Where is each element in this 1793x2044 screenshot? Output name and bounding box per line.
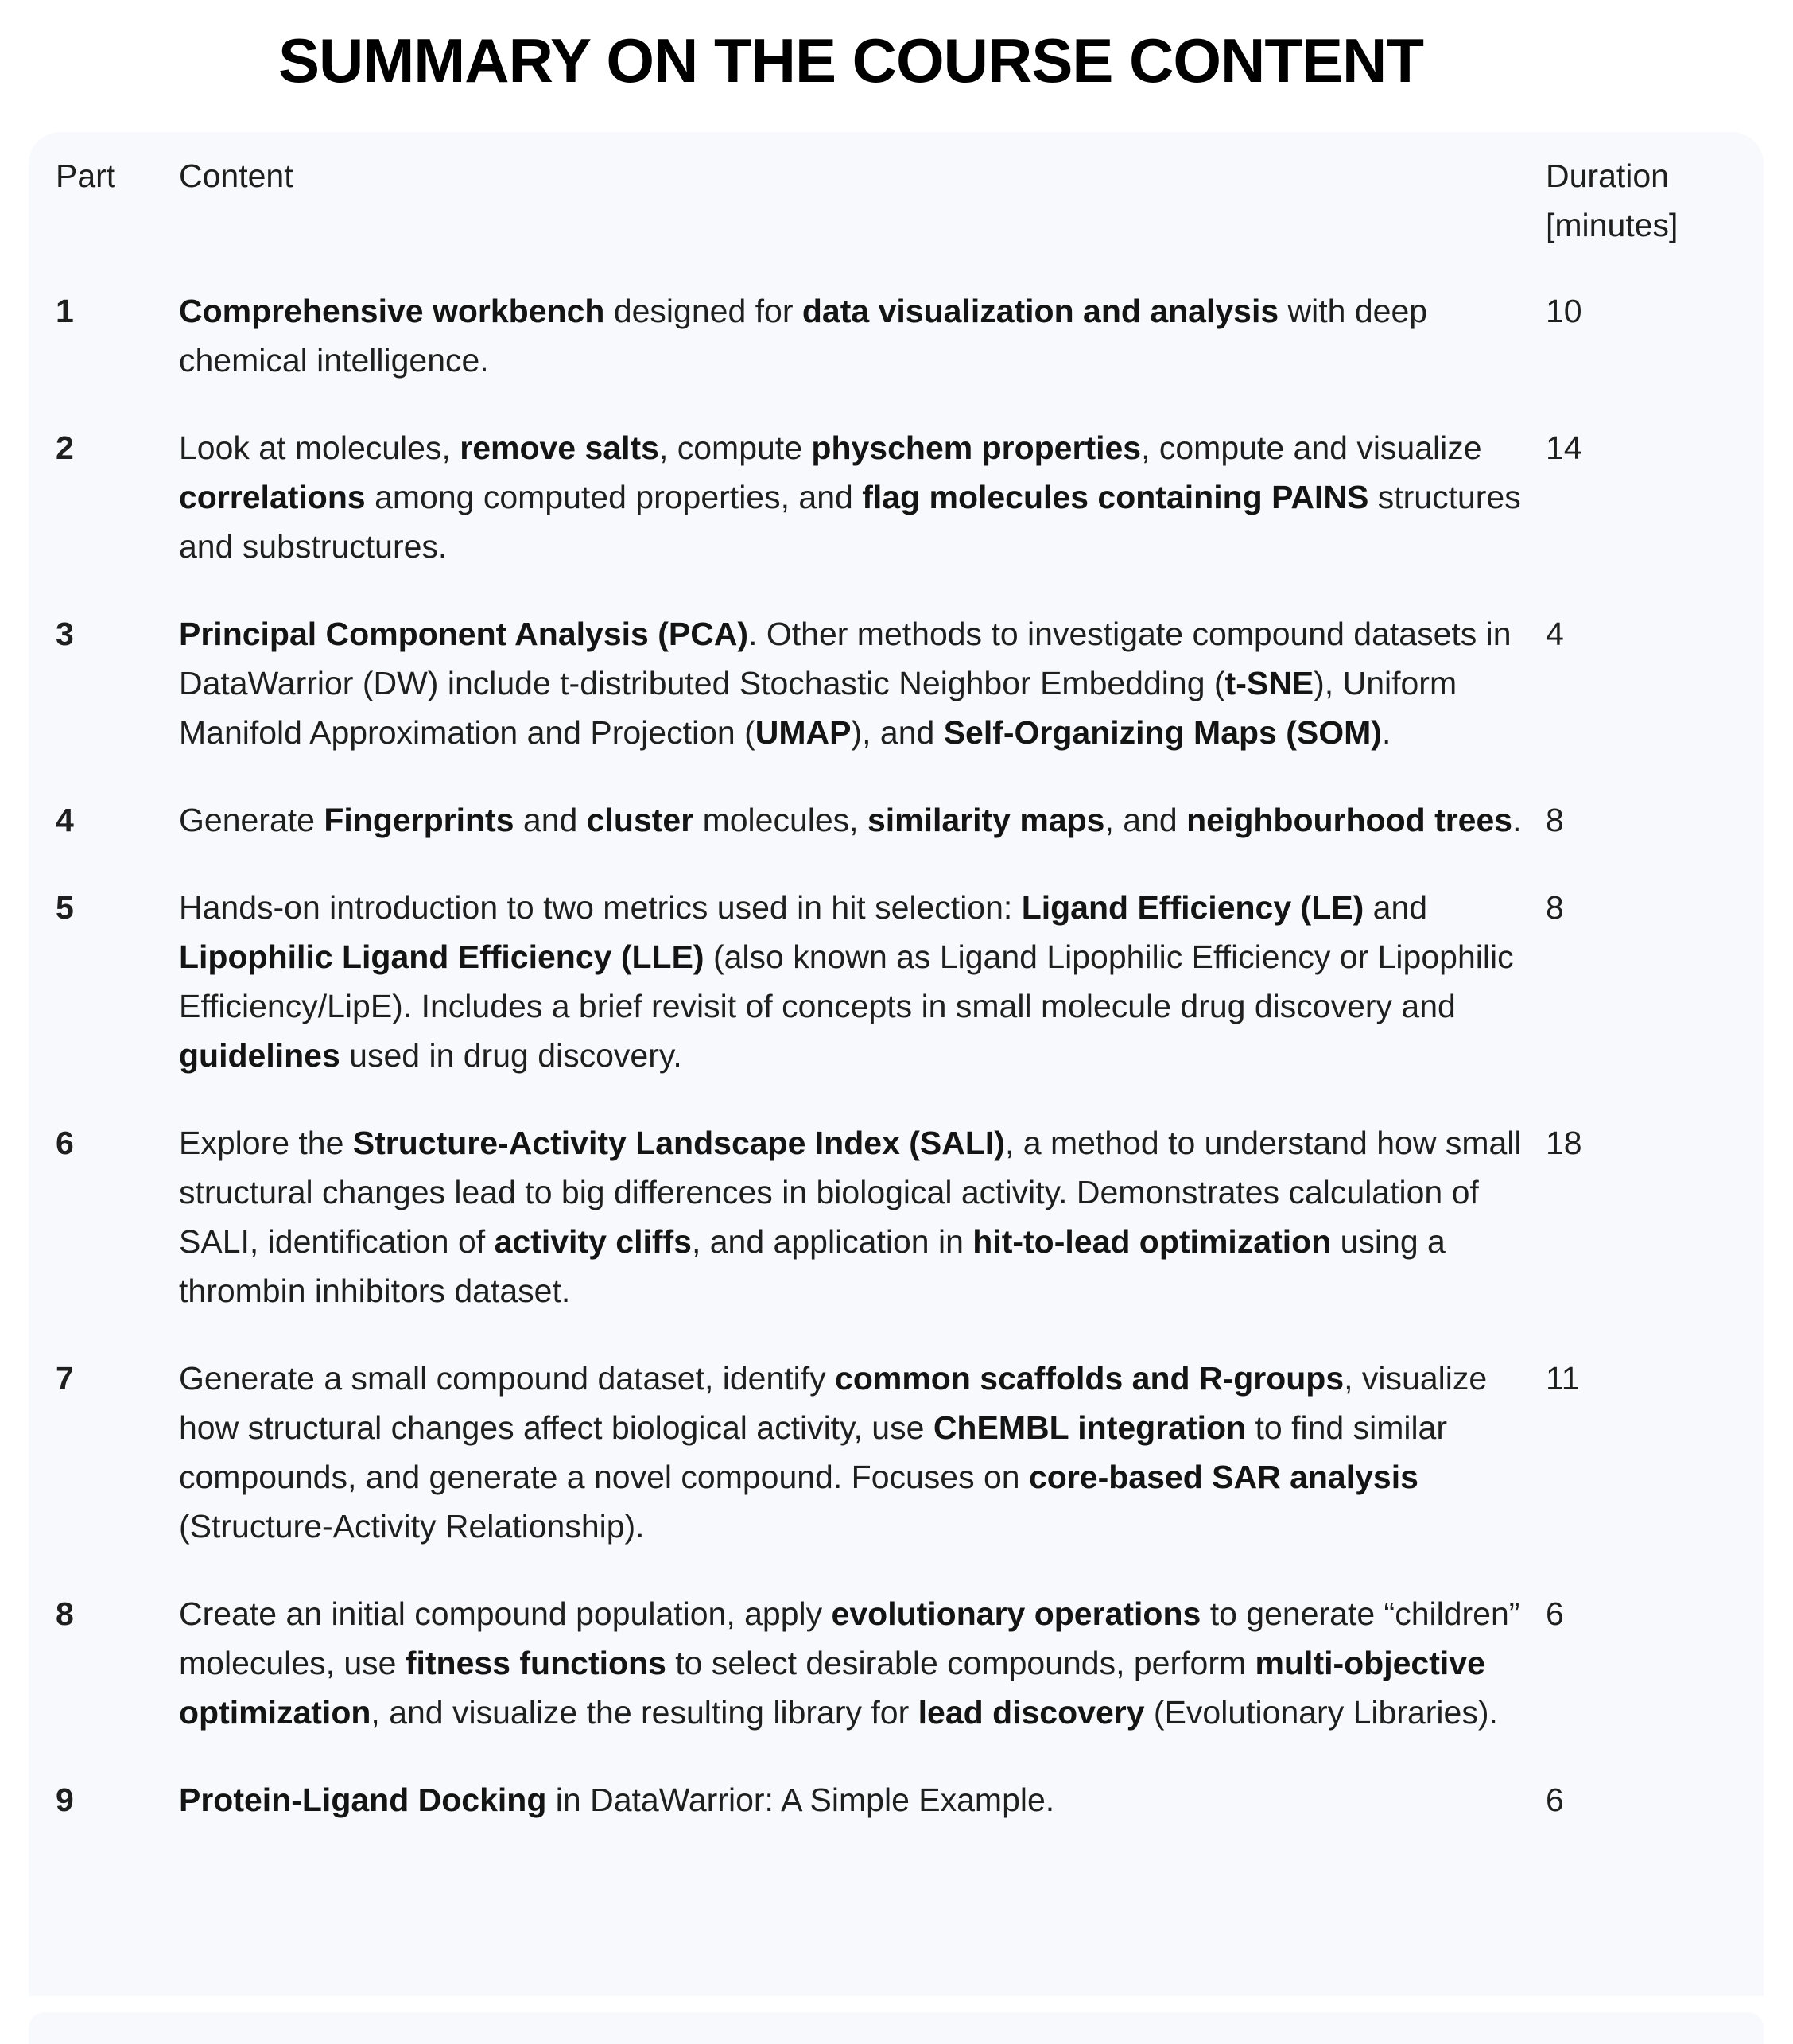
- content-text: (also known as Ligand Lipophilic Efficiency or Lipophilic Efficiency/LipE). Includes a brief revisit of concepts in small molecule drug discovery and: [179, 938, 1514, 1024]
- table-row: [56, 1775, 1741, 1863]
- table-row: [56, 883, 1741, 1118]
- content-keyword: Ligand Efficiency (LE): [1021, 889, 1364, 926]
- content-text: .: [1381, 714, 1391, 751]
- table-row: [56, 423, 1741, 609]
- part-duration: 14: [1546, 429, 1582, 466]
- content-keyword: Fingerprints: [324, 802, 514, 838]
- content-text: using a thrombin inhibitors dataset.: [179, 1223, 1446, 1309]
- part-content: [179, 423, 1546, 609]
- content-keyword: Comprehensive workbench: [179, 293, 605, 329]
- content-keyword: flag molecules containing PAINS: [862, 479, 1369, 515]
- next-card-edge: [29, 2012, 1764, 2044]
- content-keyword: t-SNE: [1224, 665, 1314, 701]
- part-number: 6: [56, 1125, 74, 1161]
- part-number: 7: [56, 1360, 74, 1397]
- content-text: Create an initial compound population, apply: [179, 1595, 832, 1632]
- content-text: structures and substructures.: [179, 479, 1521, 565]
- content-keyword: neighbourhood trees: [1186, 802, 1513, 838]
- content-text: in DataWarrior: A Simple Example.: [546, 1782, 1055, 1818]
- content-text: among computed properties, and: [365, 479, 863, 515]
- part-content: [179, 1354, 1546, 1589]
- content-text: molecules,: [693, 802, 867, 838]
- table-row: [56, 609, 1741, 795]
- column-header-part: Part: [56, 157, 116, 194]
- page-title: SUMMARY ON THE COURSE CONTENT: [277, 25, 1424, 95]
- content-keyword: correlations: [179, 479, 366, 515]
- content-text: , and: [1104, 802, 1187, 838]
- content-text: designed for: [604, 293, 802, 329]
- content-keyword: Lipophilic Ligand Efficiency (LLE): [179, 938, 704, 975]
- part-duration: 10: [1546, 293, 1582, 329]
- content-text: to find similar compounds, and generate a novel compound. Focuses on: [179, 1409, 1448, 1495]
- course-summary-card: [29, 132, 1764, 1996]
- part-content: [179, 883, 1546, 1118]
- content-keyword: fitness functions: [405, 1645, 666, 1681]
- content-keyword: evolutionary operations: [831, 1595, 1201, 1632]
- content-keyword: similarity maps: [867, 802, 1105, 838]
- content-text: , and visualize the resulting library for: [371, 1694, 918, 1731]
- part-content: [179, 1589, 1546, 1775]
- part-number: 1: [56, 293, 74, 329]
- content-keyword: Principal Component Analysis (PCA): [179, 616, 749, 652]
- content-text: used in drug discovery.: [340, 1037, 682, 1074]
- content-keyword: lead discovery: [918, 1694, 1145, 1731]
- content-text: Look at molecules,: [179, 429, 460, 466]
- table-body: [56, 286, 1741, 1863]
- content-keyword: core-based SAR analysis: [1028, 1459, 1418, 1495]
- content-keyword: remove salts: [460, 429, 659, 466]
- content-text: and: [514, 802, 587, 838]
- content-text: , and application in: [691, 1223, 973, 1260]
- column-header-duration-label: Duration: [1546, 157, 1669, 194]
- content-keyword: Structure-Activity Landscape Index (SALI): [352, 1125, 1005, 1161]
- column-header-duration-unit: [minutes]: [1546, 207, 1679, 243]
- part-number: 4: [56, 802, 74, 838]
- content-text: , visualize how structural changes affect biological activity, use: [179, 1360, 1488, 1446]
- content-text: Generate a small compound dataset, identify: [179, 1360, 836, 1397]
- content-text: Explore the: [179, 1125, 353, 1161]
- content-text: , a method to understand how small structural changes lead to big differences in biological activity. Demonstrates calculation of SALI, identification of: [179, 1125, 1522, 1260]
- content-text: with deep chemical intelligence.: [179, 293, 1428, 379]
- part-number: 2: [56, 429, 74, 466]
- content-text: , compute and visualize: [1141, 429, 1482, 466]
- content-text: (Structure-Activity Relationship).: [179, 1508, 645, 1545]
- part-duration: 8: [1546, 889, 1564, 926]
- part-number: 3: [56, 616, 74, 652]
- table-row: [56, 1354, 1741, 1589]
- part-duration: 18: [1546, 1125, 1582, 1161]
- content-text: .: [1512, 802, 1522, 838]
- content-keyword: physchem properties: [811, 429, 1142, 466]
- part-content: [179, 1118, 1546, 1354]
- table-row: [56, 286, 1741, 423]
- content-text: (Evolutionary Libraries).: [1144, 1694, 1498, 1731]
- content-keyword: data visualization and analysis: [801, 293, 1279, 329]
- part-number: 8: [56, 1595, 74, 1632]
- part-duration: 11: [1546, 1360, 1580, 1397]
- content-text: Hands-on introduction to two metrics used in hit selection:: [179, 889, 1022, 926]
- table-row: [56, 1118, 1741, 1354]
- content-keyword: cluster: [586, 802, 694, 838]
- table-row: [56, 795, 1741, 883]
- content-keyword: UMAP: [755, 714, 852, 751]
- part-duration: 4: [1546, 616, 1564, 652]
- table-header-row: [56, 132, 1741, 286]
- content-keyword: Self-Organizing Maps (SOM): [943, 714, 1382, 751]
- content-text: to generate “children” molecules, use: [179, 1595, 1520, 1681]
- part-content: [179, 795, 1546, 883]
- content-text: ), and: [851, 714, 944, 751]
- column-header-content: Content: [179, 157, 293, 194]
- content-keyword: guidelines: [179, 1037, 340, 1074]
- content-keyword: ChEMBL integration: [933, 1409, 1247, 1446]
- table-row: [56, 1589, 1741, 1775]
- content-keyword: activity cliffs: [494, 1223, 692, 1260]
- content-text: , compute: [658, 429, 812, 466]
- part-duration: 8: [1546, 802, 1564, 838]
- content-text: . Other methods to investigate compound datasets in DataWarrior (DW) include t-distributed Stochastic Neighbor Embedding (: [179, 616, 1512, 701]
- content-text: Generate: [179, 802, 324, 838]
- course-content-table: [56, 132, 1741, 1863]
- content-keyword: Protein-Ligand Docking: [179, 1782, 547, 1818]
- part-number: 9: [56, 1782, 74, 1818]
- content-text: ), Uniform Manifold Approximation and Projection (: [179, 665, 1457, 751]
- part-duration: 6: [1546, 1782, 1564, 1818]
- content-text: to select desirable compounds, perform: [666, 1645, 1255, 1681]
- part-content: [179, 609, 1546, 795]
- content-keyword: common scaffolds and R-groups: [835, 1360, 1345, 1397]
- part-content: [179, 1775, 1546, 1863]
- part-content: [179, 286, 1546, 423]
- part-number: 5: [56, 889, 74, 926]
- content-text: and: [1364, 889, 1428, 926]
- content-keyword: hit-to-lead optimization: [972, 1223, 1332, 1260]
- part-duration: 6: [1546, 1595, 1564, 1632]
- column-header-duration: [1546, 132, 1741, 286]
- content-keyword: multi-objective optimization: [179, 1645, 1485, 1731]
